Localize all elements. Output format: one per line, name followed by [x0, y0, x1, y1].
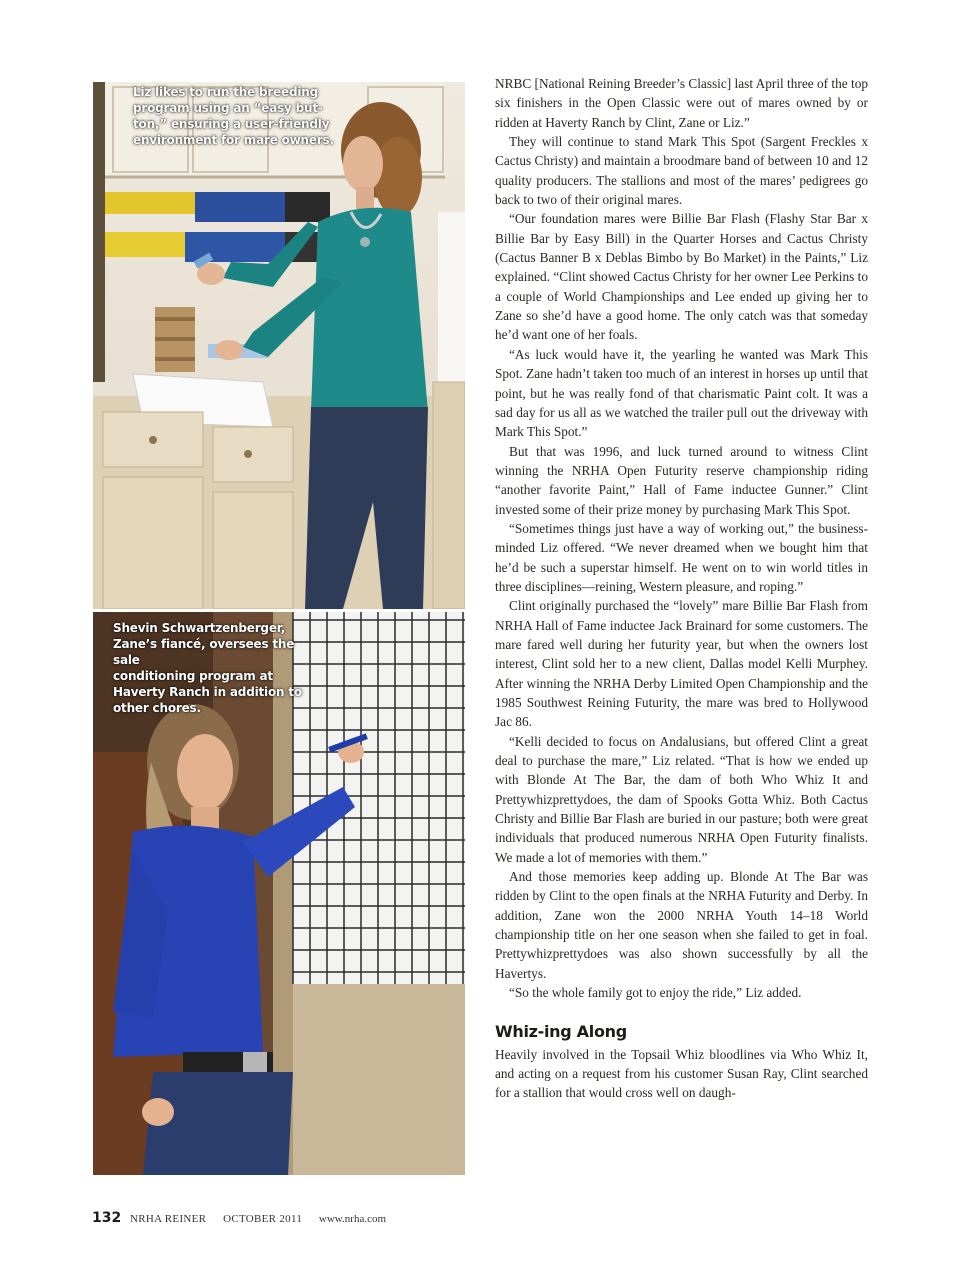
photo-shevin-whiteboard: [93, 612, 465, 1175]
article-paragraph: “Sometimes things just have a way of working out,” the business-minded Liz offered. “We never dreamed when we bought him that he’d be such a superstar himself. He went on to win world titles in three disciplines—reining, Western pleasure, and roping.”: [495, 520, 868, 594]
photo-caption: Liz likes to run the breeding program using an “easy but- ton,” ensuring a user-friendly environment for mare owners.: [133, 85, 334, 147]
article-paragraph: “Our foundation mares were Billie Bar Flash (Flashy Star Bar x Billie Bar by Easy Bill) in the Quarter Horses and Cactus Christy (Cactus Banner B x Deblas Bimbo by Bo Market) in the Paints,” Liz explained. “Clint showed Cactus Christy for her owner Lee Perkins to a couple of World Championships and Lee ended up giving her to Zane so she’d have a good home. The only catch was that someday he’d want one of her foals.: [495, 211, 868, 343]
photo-caption: Shevin Schwartzenberger, Zane’s fiancé, oversees the sale conditioning program at Haverty Ranch in addition to other chores.: [113, 621, 302, 715]
article-paragraph: Clint originally purchased the “lovely” mare Billie Bar Flash from NRHA Hall of Fame inductee Jack Brainard for some customers. The mare fared well during her futurity year, but when the owners lost interest, Clint sold her to a new client, Dallas model Kelli Murphey. After winning the NRHA Derby Limited Open Championship and the 1985 Southwest Reining Futurity, the mare was bred to Hollywood Jac 86.: [495, 598, 868, 730]
article-paragraph: NRBC [National Reining Breeder’s Classic] last April three of the top six finishers in the Open Classic were out of mares owned by or ridden at Haverty Ranch by Clint, Zane or Liz.”: [495, 76, 868, 130]
photo-illustration: [93, 82, 465, 609]
article-paragraph: Heavily involved in the Topsail Whiz bloodlines via Who Whiz It, and acting on a request from his customer Susan Ray, Clint searched for a stallion that would cross well on daugh-: [495, 1046, 868, 1101]
article-paragraph: “Kelli decided to focus on Andalusians, but offered Clint a great deal to purchase the mare,” Liz related. “That is how we ended up with Blonde At The Bar, the dam of both Who Whiz It and Prettywhizprettydoes, the dam of Spooks Gotta Whiz. Both Cactus Christy and Billie Bar Flash are buried in our pasture; both were great individuals that produced numerous NRHA Open Futurity finalists. We made a lot of memories with them.”: [495, 733, 868, 865]
page-number: 132: [92, 1210, 122, 1226]
article-body: [495, 74, 868, 1103]
article-paragraph: They will continue to stand Mark This Spot (Sargent Freckles x Cactus Christy) and maintain a broodmare band of between 10 and 12 quality producers. The stallions and most of the mares’ pedigrees go back to two of their original mares.: [495, 134, 868, 208]
website-link[interactable]: www.nrha.com: [318, 1213, 387, 1225]
page-footer: [92, 1210, 386, 1226]
article-paragraph: “So the whole family got to enjoy the ride,” Liz added.: [509, 985, 802, 1001]
article-paragraph: “As luck would have it, the yearling he wanted was Mark This Spot. Zane hadn’t taken too much of an interest in horses up until that point, but he was really fond of that charismatic Paint colt. It was a sad day for us all as we watched the trailer pull out the driveway with Mark This Spot.”: [495, 346, 868, 440]
issue-date: OCTOBER 2011: [223, 1213, 303, 1225]
section-subhead: Whiz-ing Along: [495, 1021, 627, 1041]
magazine-name: NRHA REINER: [129, 1213, 207, 1225]
article-paragraph: And those memories keep adding up. Blonde At The Bar was ridden by Clint to the open finals at the NRHA Futurity and Derby. In addition, Zane won the 2000 NRHA Youth 14–18 World championship title on her one season when she failed to get in foal. Prettywhizprettydoes was also shown successfully by all the Havertys.: [495, 869, 868, 981]
photo-liz-breeding-office: [93, 82, 465, 609]
article-paragraph: But that was 1996, and luck turned around to witness Clint winning the NRHA Open Futurity reserve championship riding “another favorite Paint,” Hall of Fame inductee Gunner.” Clint invested some of their prize money by purchasing Mark This Spot.: [495, 443, 868, 517]
